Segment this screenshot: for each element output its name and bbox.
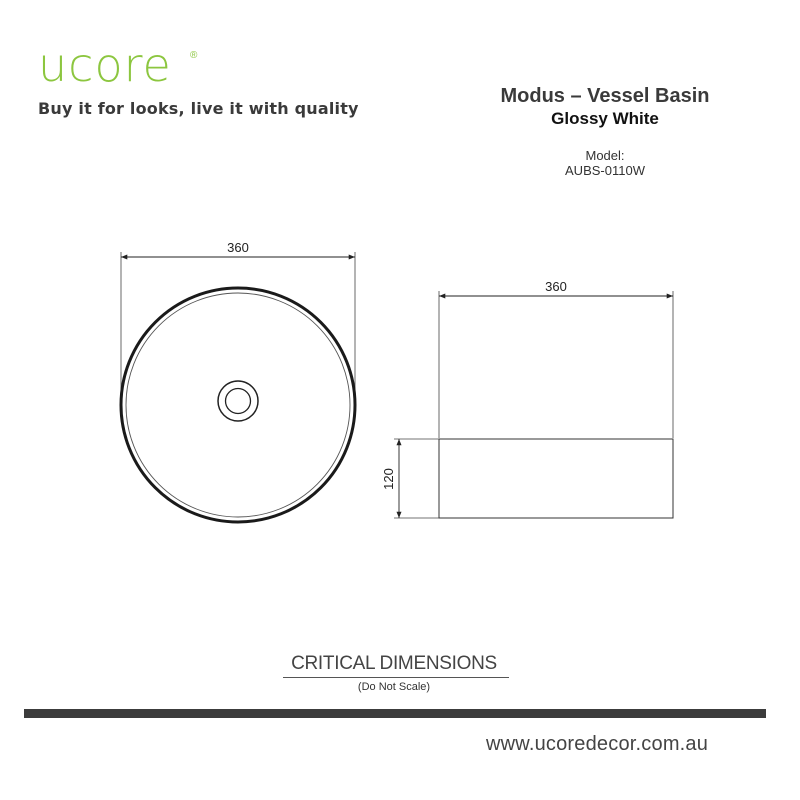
basin-outer-rim — [121, 288, 355, 522]
drain-inner — [226, 389, 251, 414]
basin-inner-rim — [126, 293, 350, 517]
footer-divider — [24, 709, 766, 718]
basin-profile — [439, 439, 673, 518]
dimension-label-width: 360 — [545, 279, 567, 294]
model-number: AUBS-0110W — [565, 163, 645, 178]
model-label: Model: — [585, 148, 625, 163]
dimension-label-width: 360 — [227, 240, 249, 255]
brand-tagline: Buy it for looks, live it with quality — [38, 99, 359, 118]
top-view — [121, 240, 355, 522]
product-name: Modus – Vessel Basin — [500, 85, 710, 107]
brand-logo: ucore — [38, 38, 172, 92]
heading-underline — [283, 677, 509, 678]
registered-mark: ® — [190, 50, 198, 61]
product-finish: Glossy White — [551, 109, 659, 128]
scale-note: (Do Not Scale) — [357, 681, 431, 693]
website-link[interactable]: www.ucoredecor.com.au — [486, 733, 709, 755]
side-view — [381, 279, 673, 518]
dimension-label-height: 120 — [381, 468, 396, 490]
critical-dimensions-heading: CRITICAL DIMENSIONS — [291, 653, 497, 674]
drain-outer — [218, 381, 258, 421]
